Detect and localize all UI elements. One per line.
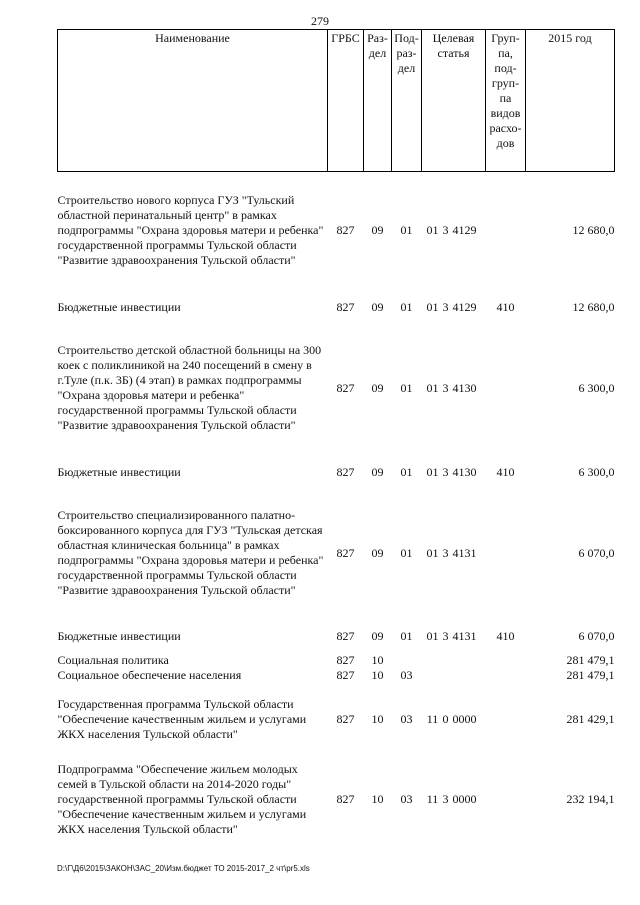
row-target-item: 11 3 0000 <box>426 791 477 806</box>
table-header-row <box>58 30 615 172</box>
row-section: 09 <box>371 545 384 560</box>
row-subsection: 01 <box>400 629 413 643</box>
spacer-row <box>58 480 615 499</box>
row-name: Бюджетные инвестиции <box>57 300 181 314</box>
table-row <box>58 653 615 668</box>
row-grbs: 827 <box>336 668 355 682</box>
row-subsection: 01 <box>400 545 413 560</box>
row-subsection: 01 <box>400 380 413 395</box>
row-name: Строительство специализированного палатно-боксированного корпуса для ГУЗ "Тульская детская областная клиническая больница" в рамках подпрограммы "Охрана здоровья матери и ребенка" государственной программы Тульской области "Развитие здравоохранения Тульской области" <box>57 508 324 597</box>
row-name: Строительство нового корпуса ГУЗ "Тульский областной перинатальный центр" в рамках подпрограммы "Охрана здоровья матери и ребенка" государственной программы Тульской области "Развитие здравоохранения Тульской области" <box>57 192 324 267</box>
spacer-row <box>58 683 615 695</box>
row-subsection: 03 <box>400 711 413 726</box>
row-section: 09 <box>371 380 384 395</box>
row-target-item: 11 0 0000 <box>426 711 477 726</box>
spacer-row <box>58 315 615 334</box>
spacer-row <box>58 276 615 300</box>
row-target-item: 01 3 4129 <box>426 222 477 237</box>
row-amount: 6 070,0 <box>578 545 615 560</box>
footer-file-path: D:\Г\Д6\2015\ЗАКОН\ЗАС_20\Изм.бюджет ТО 2015-2017_2 чт\pr5.xls <box>57 864 310 873</box>
row-section: 09 <box>371 629 384 643</box>
row-target-item <box>422 653 486 668</box>
row-amount: 281 479,1 <box>566 668 615 682</box>
table-row <box>58 760 615 838</box>
header-name: Наименование <box>58 30 328 172</box>
row-expense-group: 410 <box>496 629 515 643</box>
header-year: 2015 год <box>526 30 615 172</box>
row-subsection: 01 <box>400 222 413 237</box>
budget-table <box>57 29 615 838</box>
row-grbs: 827 <box>336 465 355 479</box>
row-target-item: 01 3 4131 <box>426 545 477 560</box>
row-grbs: 827 <box>336 545 355 560</box>
header-target-item: Целевая статья <box>422 30 486 172</box>
row-expense-group: 410 <box>496 465 515 479</box>
table-row <box>58 695 615 743</box>
row-expense-group <box>486 760 526 838</box>
table-row <box>58 668 615 683</box>
row-amount: 281 479,1 <box>566 653 615 667</box>
row-subsection: 01 <box>400 300 413 314</box>
row-name: Социальное обеспечение населения <box>57 668 242 682</box>
page-number: 279 <box>311 14 329 28</box>
row-target-item: 01 3 4129 <box>426 300 477 314</box>
spacer-row <box>58 172 615 185</box>
header-grbs: ГРБС <box>328 30 364 172</box>
row-amount: 6 300,0 <box>578 465 615 479</box>
row-amount: 281 429,1 <box>566 711 615 726</box>
row-expense-group <box>486 334 526 442</box>
row-expense-group: 410 <box>496 300 515 314</box>
row-subsection: 01 <box>400 465 413 479</box>
table-row <box>58 334 615 442</box>
row-grbs: 827 <box>336 711 355 726</box>
row-grbs: 827 <box>336 380 355 395</box>
row-section: 10 <box>371 668 384 682</box>
row-name: Бюджетные инвестиции <box>57 465 181 479</box>
row-amount: 12 680,0 <box>572 222 615 237</box>
row-target-item <box>422 668 486 683</box>
row-target-item: 01 3 4130 <box>426 465 477 479</box>
table-row <box>58 629 615 644</box>
table-row <box>58 184 615 276</box>
row-expense-group <box>486 668 526 683</box>
row-grbs: 827 <box>336 791 355 806</box>
row-section: 09 <box>371 300 384 314</box>
row-amount: 6 070,0 <box>578 629 615 643</box>
row-expense-group <box>486 499 526 607</box>
row-name: Государственная программа Тульской области "Обеспечение качественным жильем и услугами ЖКХ населения Тульской области" <box>57 696 307 741</box>
row-amount: 12 680,0 <box>572 300 615 314</box>
row-grbs: 827 <box>336 300 355 314</box>
row-amount: 232 194,1 <box>566 791 615 806</box>
header-section: Раз- дел <box>364 30 392 172</box>
table-row <box>58 465 615 480</box>
row-section: 10 <box>371 711 384 726</box>
row-section: 09 <box>371 465 384 479</box>
row-section: 10 <box>371 653 384 667</box>
row-subsection: 03 <box>400 791 413 806</box>
row-target-item: 01 3 4131 <box>426 629 477 643</box>
spacer-row <box>58 743 615 760</box>
row-section: 10 <box>371 791 384 806</box>
row-grbs: 827 <box>336 629 355 643</box>
spacer-row <box>58 644 615 653</box>
row-name: Бюджетные инвестиции <box>57 629 181 643</box>
row-target-item: 01 3 4130 <box>426 380 477 395</box>
row-subsection: 03 <box>400 668 413 682</box>
row-expense-group <box>486 184 526 276</box>
row-amount: 6 300,0 <box>578 380 615 395</box>
spacer-row <box>58 442 615 465</box>
row-grbs: 827 <box>336 222 355 237</box>
row-subsection <box>392 653 422 668</box>
row-expense-group <box>486 695 526 743</box>
row-name: Социальная политика <box>57 653 169 667</box>
row-expense-group <box>486 653 526 668</box>
row-name: Строительство детской областной больницы на 300 коек с поликлиникой на 240 посещений в смену в г.Туле (п.к. 3Б) (4 этап) в рамках подпрограммы "Охрана здоровья матери и ребенка" государственной программы Тульской области "Развитие здравоохранения Тульской области" <box>57 343 322 432</box>
row-name: Подпрограмма "Обеспечение жильем молодых семей в Тульской области на 2014-2020 годы" государственной программы Тульской области "Обеспечение качественным жильем и услугами ЖКХ населения Тульской области" <box>57 761 307 836</box>
header-subsection: Под- раз- дел <box>392 30 422 172</box>
table-row <box>58 499 615 607</box>
table-row <box>58 300 615 315</box>
row-grbs: 827 <box>336 653 355 667</box>
spacer-row <box>58 607 615 629</box>
row-section: 09 <box>371 222 384 237</box>
header-expense-group: Груп- па, под- груп- па видов расхо- дов <box>486 30 526 172</box>
